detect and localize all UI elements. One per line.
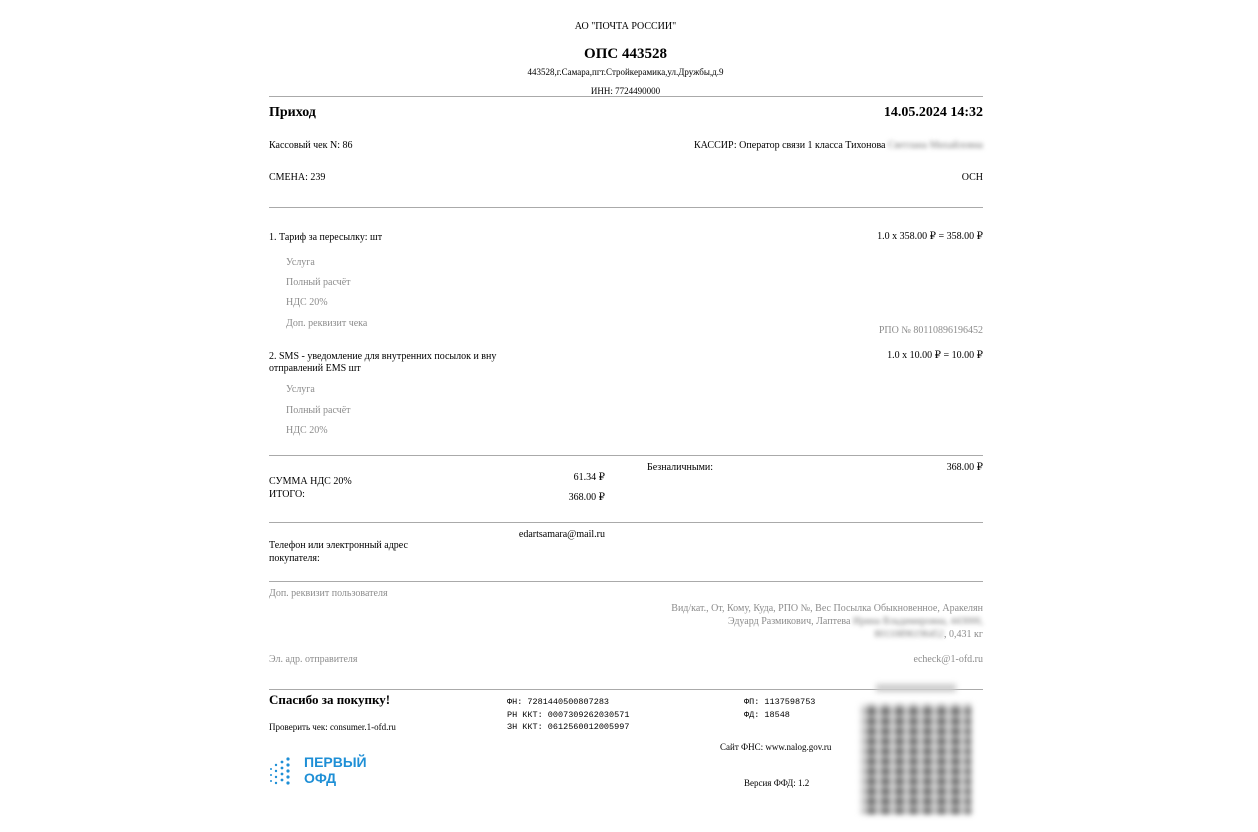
check-number: Кассовый чек N: 86 (269, 140, 353, 151)
item-rpo: РПО № 80110896196452 (878, 325, 983, 336)
vat-value: 61.34 ₽ (573, 472, 605, 483)
item-amount: 1.0 x 10.00 ₽ = 10.00 ₽ (887, 350, 983, 361)
divider (269, 581, 983, 582)
total-value: 368.00 ₽ (568, 492, 605, 503)
zn-kkt: ЗН ККТ: 0612560012005997 (507, 722, 630, 732)
item-attr: Услуга (286, 257, 315, 268)
item-attr: Услуга (286, 384, 315, 395)
user-attr-label: Доп. реквизит пользователя (269, 588, 388, 599)
divider (269, 96, 983, 97)
sender-label: Эл. адр. отправителя (269, 654, 358, 665)
thanks-text: Спасибо за покупку! (269, 692, 391, 707)
ofd-logo (268, 754, 388, 790)
item-attr: Полный расчёт (286, 277, 351, 288)
fn-number: ФН: 7281440500807283 (507, 697, 610, 707)
cashless-label: Безналичными: (647, 462, 714, 473)
inn: ИНН: 7724490000 (590, 86, 661, 96)
tax-system: ОСН (961, 172, 983, 183)
buyer-contact: edartsamara@mail.ru (518, 529, 605, 540)
fns-site: Сайт ФНС: www.nalog.gov.ru (720, 742, 832, 752)
office-title: ОПС 443528 (584, 46, 667, 62)
sender-email: echeck@1-ofd.ru (913, 654, 983, 665)
item-attr: НДС 20% (286, 297, 328, 308)
divider (269, 522, 983, 523)
cashless-value: 368.00 ₽ (946, 462, 983, 473)
logo-text-line1: ПЕРВЫЙ (304, 754, 367, 770)
divider (269, 207, 983, 208)
item-title: 1. Тариф за пересылку: шт (269, 232, 383, 243)
qr-top-shadow (876, 684, 956, 692)
buyer-label-line2: покупателя: (269, 553, 320, 564)
office-address: 443528,г.Самара,пгт.Стройкерамика,ул.Дружбы,д.9 (527, 67, 724, 77)
total-label: ИТОГО: (269, 489, 305, 500)
user-attr-weight: , 0,431 кг (944, 629, 983, 640)
cashier (694, 140, 983, 152)
receipt-type: Приход (269, 105, 316, 120)
item-attr: НДС 20% (286, 425, 328, 436)
qr-code (861, 704, 971, 814)
logo-text (304, 754, 367, 786)
item-attr: Полный расчёт (286, 405, 351, 416)
logo-text-line2: ОФД (304, 770, 337, 786)
user-attr-text: Эдуард Размикович, Лаптева (727, 616, 851, 627)
vat-label: СУММА НДС 20% (269, 476, 352, 487)
cashier-name-redacted: Светлана Михайловна (887, 140, 983, 151)
divider (269, 455, 983, 456)
receipt-datetime: 14.05.2024 14:32 (883, 105, 983, 120)
item-title: 2. SMS - уведомление для внутренних посылок и вну (269, 351, 497, 362)
user-attr-line3 (874, 629, 983, 641)
fd-number: ФД: 18548 (744, 710, 790, 720)
ofd-logo-dots-icon (268, 756, 294, 788)
ffd-version: Версия ФФД: 1.2 (744, 778, 810, 788)
check-link[interactable]: Проверить чек: consumer.1-ofd.ru (269, 722, 396, 732)
redacted-text: Ирина Владимировна, 443000, (852, 616, 983, 627)
company-name: АО "ПОЧТА РОССИИ" (574, 21, 677, 32)
item-amount: 1.0 x 358.00 ₽ = 358.00 ₽ (877, 231, 983, 242)
item-attr: Доп. реквизит чека (286, 318, 368, 329)
item-title-line2: отправлений EMS шт (269, 363, 361, 374)
cashier-label: КАССИР: Оператор связи 1 класса Тихонова (694, 140, 886, 151)
user-attr-line1: Вид/кат., От, Кому, Куда, РПО №, Вес Посылка Обыкновенное, Аракелян (671, 603, 983, 614)
fp-number: ФП: 1137598753 (744, 697, 816, 707)
shift: СМЕНА: 239 (269, 172, 326, 183)
rn-kkt: РН ККТ: 0007309262030571 (507, 710, 630, 720)
redacted-text: 80110896196452 (874, 629, 945, 640)
buyer-label: Телефон или электронный адрес (269, 540, 408, 551)
user-attr-line2 (728, 616, 983, 628)
